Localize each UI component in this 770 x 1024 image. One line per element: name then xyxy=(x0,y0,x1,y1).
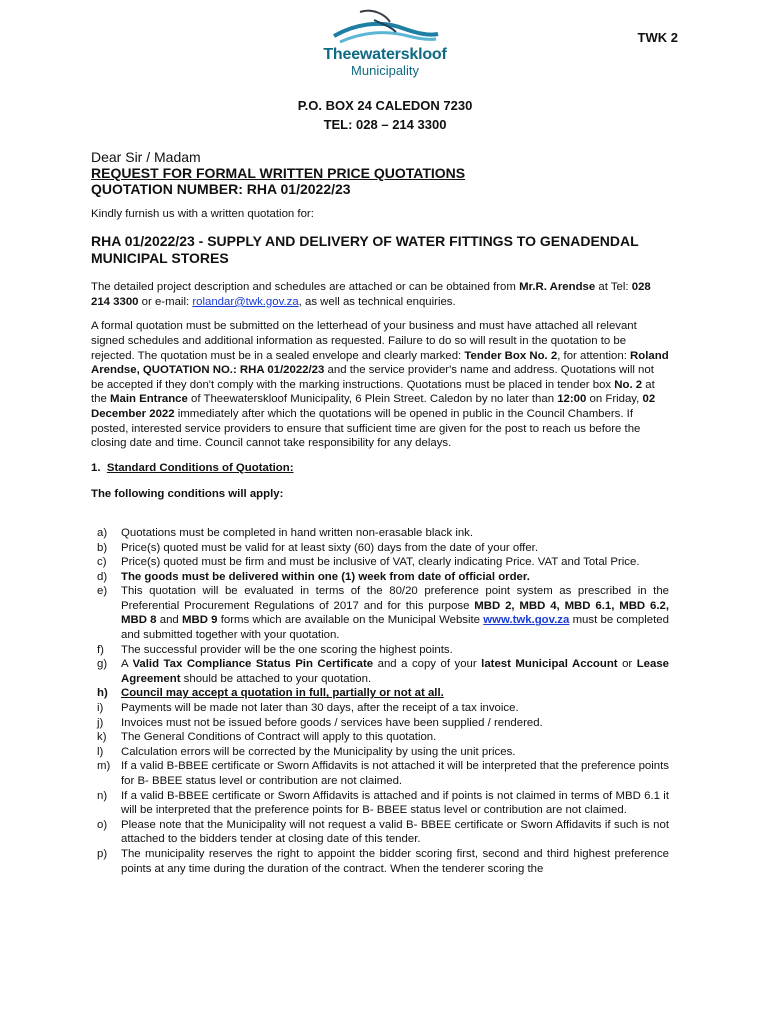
list-item: d) The goods must be delivered within one (1) week from date of official order. xyxy=(97,570,530,583)
letter-body xyxy=(91,150,669,876)
document-reference: TWK 2 xyxy=(637,30,678,45)
paragraph-submission: A formal quotation must be submitted on the letterhead of your business and must have attached all relevant signed schedules and additional information as requested. Failure to do so will result in the quotation to be rejected. The quotation must be in a sealed envelope and clearly marked: Tender Box No. 2, for attention: Roland Arendse, QUOTATION NO.: RHA 01/2022/23 and the service provider's name and address. Quotations will not be accepted if they don't comply with the marking instructions. Quotations must be placed in tender box No. 2 at the Main Entrance of Theewaterskloof Municipality, 6 Plein Street. Caledon by no later than 12:00 on Friday, 02 December 2022 immediately after which the quotations will be opened in public in the Council Chambers. If posted, interested service providers to ensure that sufficient time are given for the post to reach us before the closing date and time. Council cannot take responsibility for any delays. xyxy=(91,320,669,450)
list-item: g) A Valid Tax Compliance Status Pin Certificate and a copy of your latest Municipal Account or Lease Agreement should be attached to your quotation. xyxy=(97,658,670,685)
list-item: c) Price(s) quoted must be firm and must be inclusive of VAT, clearly indicating Price. VAT and Total Price. xyxy=(97,556,640,569)
list-item: h) Council may accept a quotation in full, partially or not at all. xyxy=(97,687,444,700)
list-item: p) The municipality reserves the right to appoint the bidder scoring first, second and third highest preference points at any time during the duration of the contract. When the tenderer scoring the xyxy=(97,847,669,875)
list-item: o) Please note that the Municipality will not request a valid B- BBEE certificate or Sworn Affidavits if such is not attached to the bidders tender at closing date of this tender. xyxy=(97,818,669,846)
intro-text: Kindly furnish us with a written quotation for: xyxy=(91,207,314,220)
conditions-list xyxy=(91,526,669,876)
municipality-logo xyxy=(300,6,470,90)
telephone-line: TEL: 028 – 214 3300 xyxy=(323,117,447,132)
list-item: i) Payments will be made not later than 30 days, after the receipt of a tax invoice. xyxy=(97,702,519,715)
contact-tel: 028 214 3300 xyxy=(91,281,651,308)
heading-quotation-number: QUOTATION NUMBER: RHA 01/2022/23 xyxy=(91,180,351,197)
logo-subtitle: Municipality xyxy=(351,63,419,78)
list-item: m) If a valid B-BBEE certificate or Sworn Affidavits is not attached it will be interpreted that the preference points for B- BBEE status level or contribution are not claimed. xyxy=(97,760,669,787)
logo-name: Theewaterskloof xyxy=(323,46,447,63)
contact-name: Mr.R. Arendse xyxy=(519,281,596,294)
list-item: e) This quotation will be evaluated in terms of the 80/20 preference point system as prescribed in the Preferential Procurement Regulations of 2017 and for this purpose MBD 2, MBD 4, MBD 6.1, MBD 6.2, MBD 8 and MBD 9 forms which are available on the Municipal Website www.twk.gov.za must be completed and submitted together with your quotation. xyxy=(97,585,670,642)
list-item: f) The successful provider will be the one scoring the highest points. xyxy=(97,643,453,656)
email-link[interactable]: rolandar@twk.gov.za xyxy=(192,295,299,308)
list-item: l) Calculation errors will be corrected by the Municipality by using the unit prices. xyxy=(97,745,516,758)
list-item: a) Quotations must be completed in hand written non-erasable black ink. xyxy=(97,526,474,539)
website-link[interactable]: www.twk.gov.za xyxy=(483,614,570,627)
list-item: j) Invoices must not be issued before goods / services have been supplied / rendered. xyxy=(97,716,543,729)
logo-mountain-icon xyxy=(330,6,440,48)
section-heading: 1. Standard Conditions of Quotation: xyxy=(91,461,294,474)
paragraph-contact: The detailed project description and schedules are attached or can be obtained from Mr.R. Arendse at Tel: 028 214 3300 or e-mail: rolandar@twk.gov.za, as well as technical enquiries. xyxy=(91,281,651,308)
address-line: P.O. BOX 24 CALEDON 7230 xyxy=(297,98,473,113)
heading-request: REQUEST FOR FORMAL WRITTEN PRICE QUOTATIONS xyxy=(91,164,466,181)
conditions-intro: The following conditions will apply: xyxy=(91,488,284,501)
list-item: b) Price(s) quoted must be valid for at least sixty (60) days from the date of your offer. xyxy=(97,541,539,554)
quotation-title: RHA 01/2022/23 - SUPPLY AND DELIVERY OF WATER FITTINGS TO GENADENDAL MUNICIPAL STORES xyxy=(91,233,639,267)
list-item: k) The General Conditions of Contract will apply to this quotation. xyxy=(97,731,437,744)
salutation: Dear Sir / Madam xyxy=(91,149,201,165)
list-item: n) If a valid B-BBEE certificate or Sworn Affidavits is attached and if points is not claimed in terms of MBD 6.1 it will be interpreted that the preference points for B- BBEE status level or contribution are not claimed. xyxy=(97,789,669,817)
